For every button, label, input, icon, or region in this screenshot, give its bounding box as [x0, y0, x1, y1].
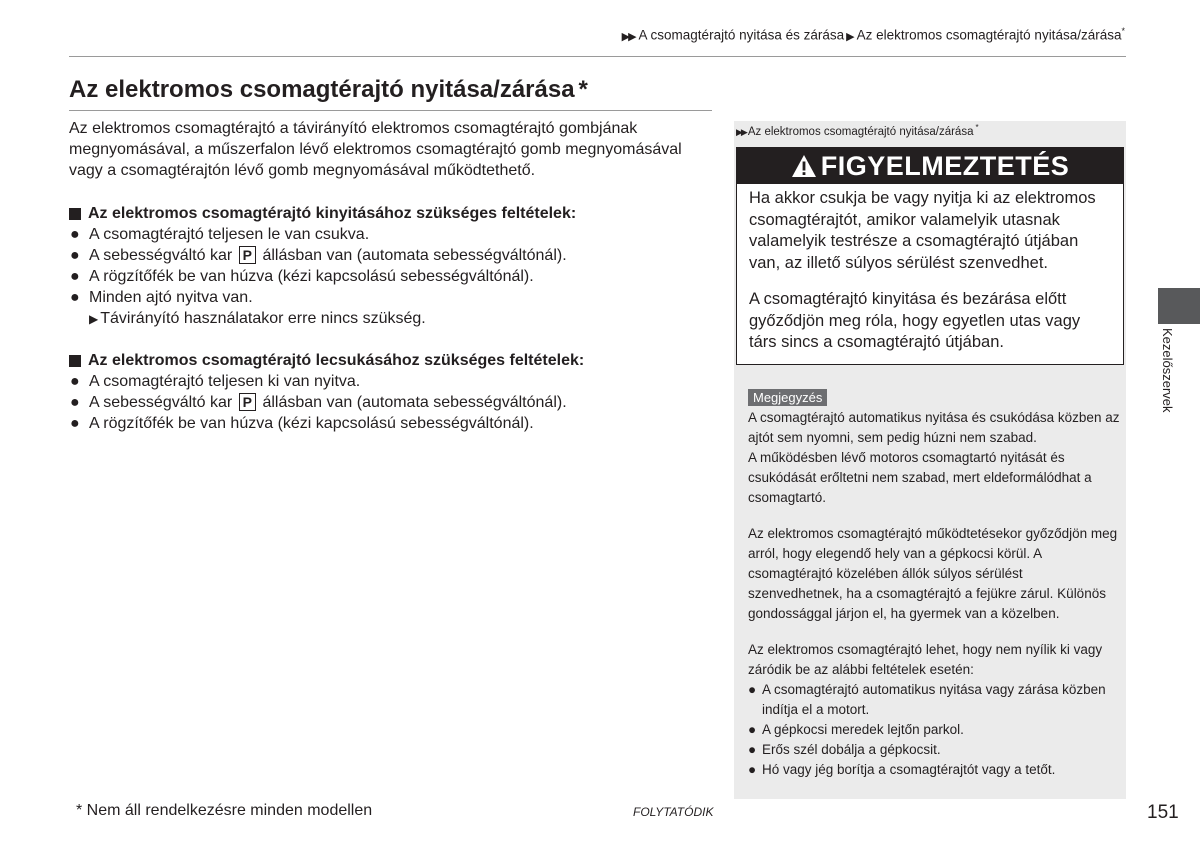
side-panel: [734, 121, 1126, 799]
note-paragraph: Az elektromos csomagtérajtó lehet, hogy nem nyílik ki vagy záródik be az alábbi feltételek esetén:: [748, 642, 1103, 677]
gear-p-key-icon: P: [239, 393, 256, 411]
title-divider: [69, 110, 712, 111]
bullet-icon: ●: [70, 226, 80, 243]
gear-p-key-icon: P: [239, 246, 256, 264]
square-bullet-icon: [69, 355, 81, 367]
bullet-icon: ●: [70, 373, 80, 390]
continues-label: FOLYTATÓDIK: [633, 805, 714, 819]
warning-body: [737, 184, 1123, 354]
note-section: [748, 388, 1120, 780]
breadcrumb: [622, 26, 1125, 43]
remote-note: ▶ Távirányító használatakor erre nincs szükség.: [89, 310, 426, 327]
opening-heading-text: Az elektromos csomagtérajtó kinyitásához szükséges feltételek:: [88, 205, 577, 222]
double-triangle-icon: ▶▶: [621, 30, 635, 43]
breadcrumb-parent[interactable]: A csomagtérajtó nyitása és zárása: [638, 27, 845, 43]
chapter-tab[interactable]: [1158, 288, 1200, 324]
square-bullet-icon: [69, 208, 81, 220]
list-item: ● Hó vagy jég borítja a csomagtérajtót vagy a tetőt.: [748, 760, 1120, 780]
list-item: ● A rögzítőfék be van húzva (kézi kapcsolású sebességváltónál).: [70, 268, 534, 285]
main-content: [69, 118, 709, 434]
list-item: ● A sebességváltó kar P állásban van (automata sebességváltónál).: [70, 394, 567, 411]
warning-paragraph: Ha akkor csukja be vagy nyitja ki az elektromos csomagtérajtót, amikor valamelyik utasnak valamelyik testrésze a csomagtérajtó útjában van, az illető súlyos sérülést szenvedhet.: [749, 189, 1096, 272]
note-badge: Megjegyzés: [748, 389, 827, 406]
double-triangle-icon: ▶▶: [736, 126, 746, 137]
bullet-icon: ●: [70, 268, 80, 285]
page-title: [69, 76, 588, 104]
chapter-tab-label: Kezelőszervek: [1160, 328, 1175, 413]
warning-header: [737, 148, 1123, 184]
arrow-right-icon: ▶: [89, 312, 99, 326]
opening-conditions-heading: [69, 203, 709, 224]
warning-title: FIGYELMEZTETÉS: [820, 150, 1070, 181]
bullet-icon: ●: [70, 394, 80, 411]
page-number: 151: [1147, 802, 1179, 823]
closing-conditions-heading: [69, 350, 709, 371]
bullet-icon: ●: [70, 415, 80, 432]
triangle-icon: ▶: [846, 30, 855, 43]
note-paragraph: A csomagtérajtó automatikus nyitása és csukódása közben az ajtót sem nyomni, sem pedig húzni nem szabad.: [748, 410, 1120, 445]
warning-triangle-icon: [791, 154, 817, 178]
opening-conditions-list: [69, 224, 709, 308]
list-item: ● A csomagtérajtó teljesen ki van nyitva.: [70, 373, 361, 390]
bullet-icon: ●: [70, 289, 80, 306]
bullet-icon: ●: [748, 742, 757, 757]
header-divider: [69, 56, 1126, 57]
breadcrumb-current: Az elektromos csomagtérajtó nyitása/zárása: [856, 27, 1122, 43]
warning-box: [736, 147, 1124, 365]
list-item: ● Minden ajtó nyitva van.: [70, 289, 253, 306]
list-item: ● A csomagtérajtó automatikus nyitása vagy zárása közben indítja el a motort.: [748, 682, 1106, 717]
list-item: ● A csomagtérajtó teljesen le van csukva.: [70, 226, 370, 243]
asterisk: *: [1121, 26, 1125, 36]
note-paragraph: Az elektromos csomagtérajtó működtetésekor győződjön meg arról, hogy elegendő hely van a gépkocsi körül. A csomagtérajtó közelében állók súlyos sérülést szenvedhetnek, ha a csomagtérajtó a fejükre zárul. Különös gondossággal járjon el, ha gyermek van a közelben.: [748, 526, 1118, 621]
side-panel-heading: ▶▶ Az elektromos csomagtérajtó nyitása/zárása *: [736, 123, 979, 138]
list-item: ● Erős szél dobálja a gépkocsit.: [748, 740, 1120, 760]
bullet-icon: ●: [748, 682, 757, 697]
bullet-icon: ●: [748, 722, 757, 737]
title-asterisk: *: [578, 76, 588, 103]
page-title-text: Az elektromos csomagtérajtó nyitása/zárása: [69, 76, 575, 103]
bullet-icon: ●: [70, 247, 80, 264]
closing-conditions-list: [69, 371, 709, 434]
list-item: ● A sebességváltó kar P állásban van (automata sebességváltónál).: [70, 247, 567, 264]
note-paragraph: A működésben lévő motoros csomagtartó nyitását és csukódását erőltetni nem szabad, mert eldeformálódhat a csomagtartó.: [748, 450, 1092, 505]
list-item: ● A gépkocsi meredek lejtőn parkol.: [748, 720, 1120, 740]
list-item: ● A rögzítőfék be van húzva (kézi kapcsolású sebességváltónál).: [70, 415, 534, 432]
bullet-icon: ●: [748, 762, 757, 777]
closing-heading-text: Az elektromos csomagtérajtó lecsukásához szükséges feltételek:: [88, 352, 585, 369]
intro-paragraph: Az elektromos csomagtérajtó a távirányító elektromos csomagtérajtó gombjának megnyomásával, a műszerfalon lévő elektromos csomagtérajtó gomb megnyomásával vagy a csomagtérajtón lévő gomb megnyomásával működtethető.: [69, 120, 682, 179]
footnote: * Nem áll rendelkezésre minden modellen: [76, 802, 373, 819]
note-list: [748, 680, 1120, 780]
warning-paragraph: A csomagtérajtó kinyitása és bezárása előtt győződjön meg róla, hogy egyetlen utas vagy társ sincs a csomagtérajtó útjában.: [749, 290, 1081, 351]
